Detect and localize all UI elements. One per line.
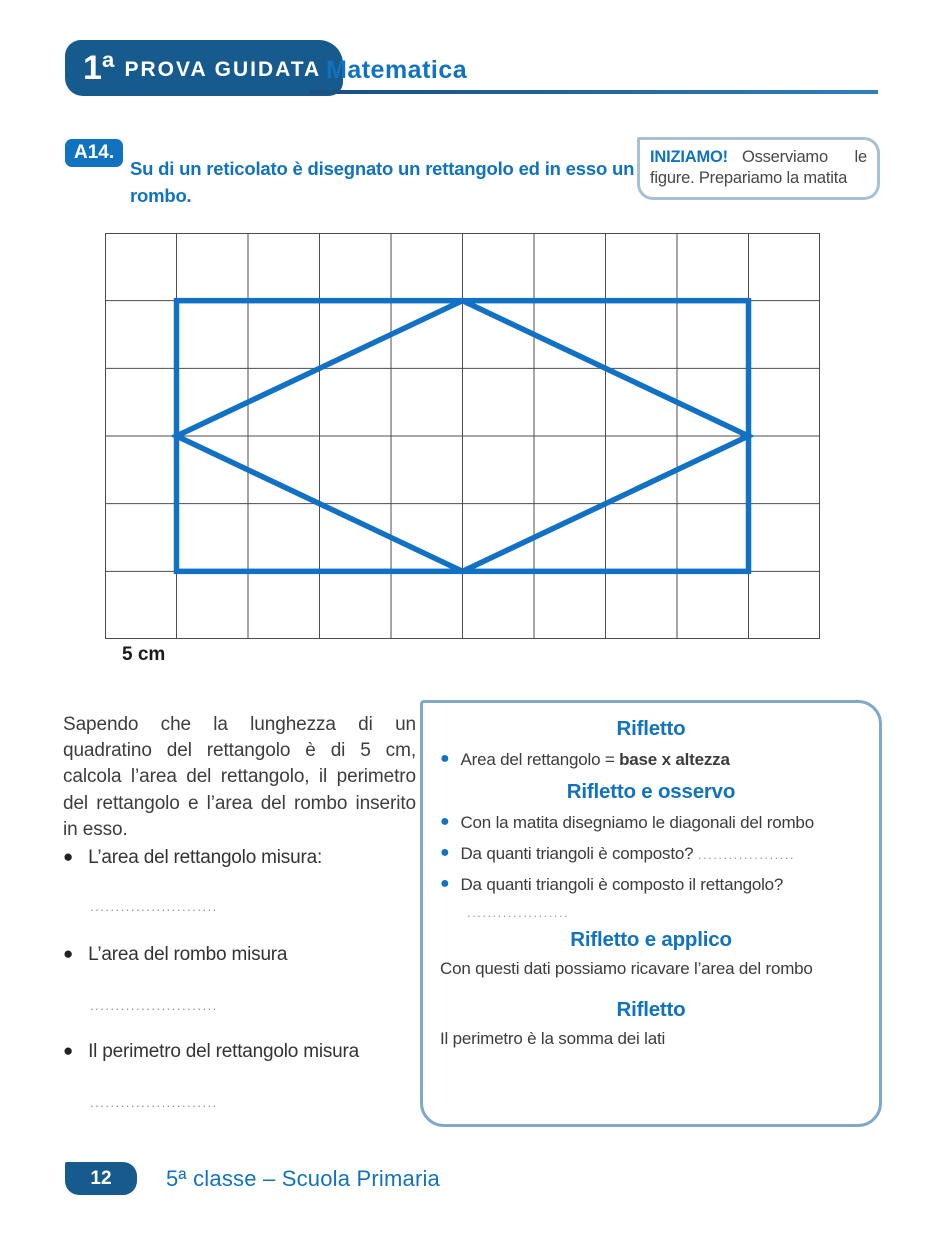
bullet-icon: ●	[63, 847, 74, 866]
bullet-icon: ●	[440, 750, 450, 767]
help-bullet-item	[440, 874, 862, 896]
help-bullet-item	[440, 749, 862, 771]
scale-label: 5 cm	[122, 644, 166, 665]
footer-text: 5ª classe – Scuola Primaria	[166, 1166, 440, 1191]
bullet-icon: ●	[63, 1041, 74, 1060]
help-bullet-item	[440, 812, 862, 834]
bullet-icon: ●	[440, 813, 450, 831]
question-label: Il perimetro del rettangolo misura	[88, 1041, 360, 1062]
task-id-badge: A14.	[65, 139, 123, 167]
answer-dotted-line: .........................	[90, 998, 218, 1013]
rule-prefix: Area del rettangolo =	[460, 750, 620, 769]
question-item	[63, 846, 418, 870]
subject-title: Matematica	[326, 56, 468, 84]
answer-dotted-line: .........................	[90, 1095, 218, 1110]
badge-label: PROVA GUIDATA	[124, 58, 322, 81]
answer-dotted-line: .........................	[90, 899, 218, 914]
answer-dotted-line: ...................	[697, 847, 796, 863]
help-text: Il perimetro è la somma dei lati	[440, 1029, 666, 1049]
header-rule	[310, 90, 878, 94]
help-heading-rifletto-2: Rifletto	[616, 998, 686, 1022]
problem-intro: Sapendo che la lunghezza di un quadratino del rettangolo è di 5 cm, calcola l’area del rettangolo, il perimetro del rettangolo e l’area del rombo inserito in esso.	[63, 714, 416, 840]
grid-figure	[105, 233, 820, 639]
start-box	[637, 137, 880, 200]
start-box-label: INIZIAMO!	[650, 148, 728, 166]
help-item-text: Con la matita disegniamo le diagonali del rombo	[460, 813, 814, 833]
footer-page-badge: 12	[65, 1162, 137, 1195]
header-title-badge	[65, 40, 343, 96]
help-bullet-item	[440, 843, 862, 865]
start-box-text: Osserviamo le figure. Prepariamo la matita	[650, 148, 867, 188]
bullet-icon: ●	[440, 875, 450, 893]
task-text: Su di un reticolato è disegnato un rettangolo ed in esso un rombo.	[130, 157, 635, 207]
help-item-text	[460, 843, 795, 865]
help-text: Con questi dati possiamo ricavare l’area del rombo	[440, 959, 813, 979]
grid-lines	[105, 233, 820, 639]
help-heading-osservo: Rifletto e osservo	[566, 780, 736, 804]
help-item-text: Da quanti triangoli è composto il rettangolo?	[460, 875, 784, 895]
help-item-text	[460, 749, 729, 771]
question-label: L’area del rombo misura	[88, 944, 288, 965]
help-heading-applico: Rifletto e applico	[570, 928, 732, 952]
question-item	[63, 943, 418, 967]
help-box	[420, 700, 882, 1127]
question-item	[63, 1040, 418, 1064]
bullet-icon: ●	[63, 944, 74, 963]
question-label: L’area del rettangolo misura:	[88, 847, 323, 868]
help-heading-rifletto: Rifletto	[616, 717, 686, 740]
answer-dotted-line: ....................	[467, 905, 570, 921]
rule-bold: base x altezza	[619, 750, 730, 769]
badge-number: 1ª	[83, 49, 115, 87]
observe-question: Da quanti triangoli è composto?	[460, 844, 698, 864]
bullet-icon: ●	[440, 844, 450, 862]
